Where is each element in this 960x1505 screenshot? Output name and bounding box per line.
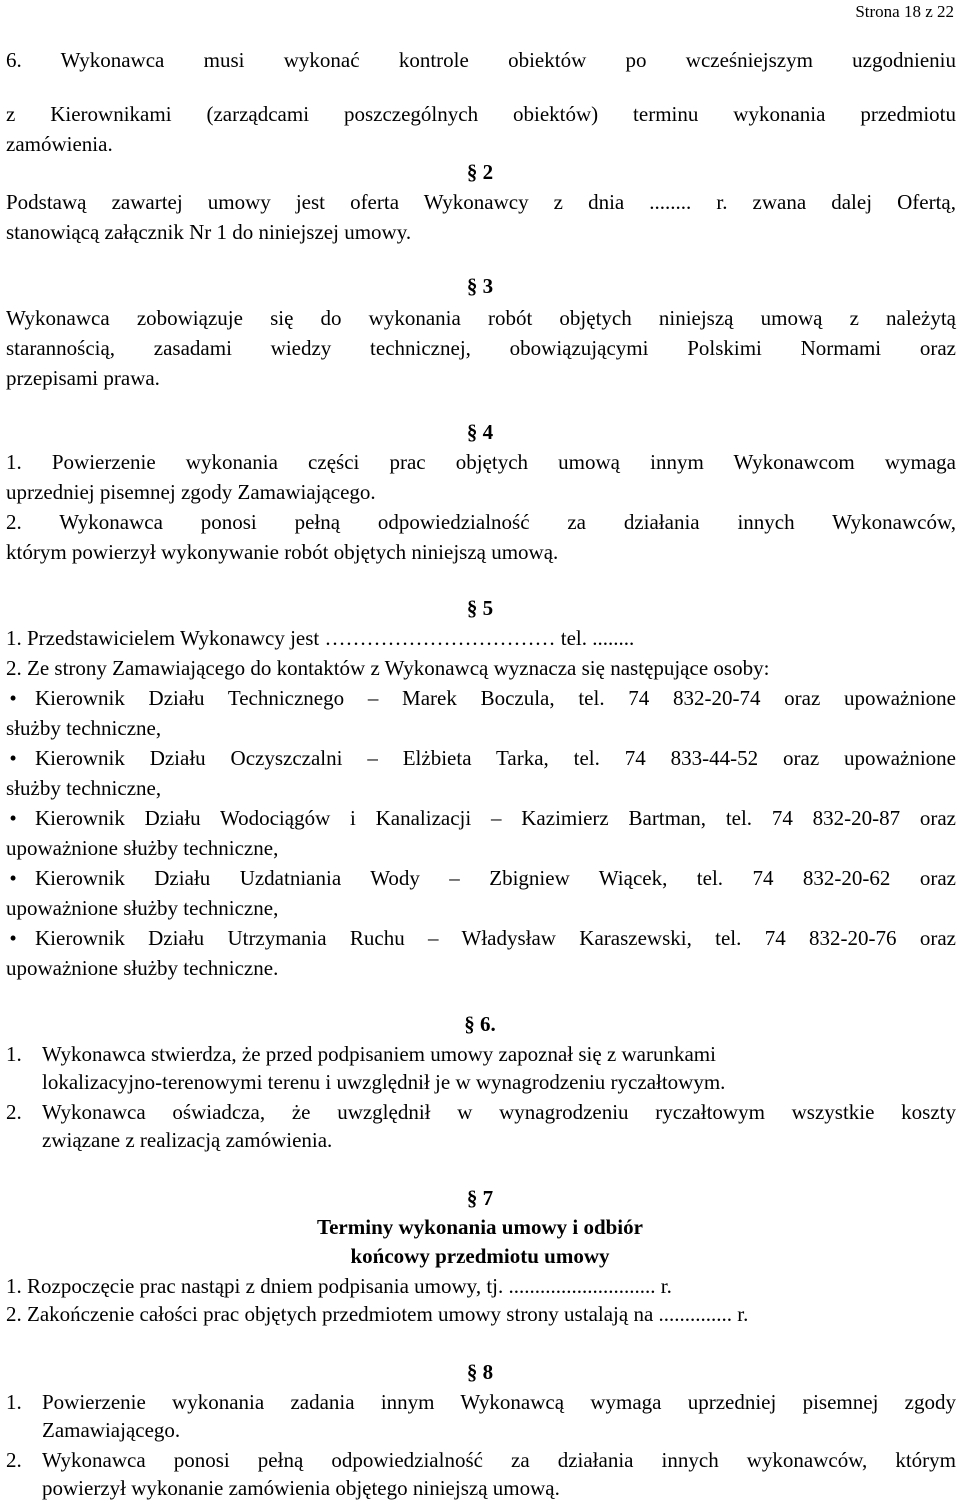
list-item-text: powierzył wykonanie zamówienia objętego niniejszą umową. [42, 1476, 560, 1500]
list-item-text: Wykonawca ponosi pełną odpowiedzialność za działania innych wykonawców, którym [42, 1448, 956, 1472]
paragraph-line: którym powierzył wykonywanie robót objętych niniejszą umową. [6, 540, 559, 564]
paragraph-line: 1. Rozpoczęcie prac nastąpi z dniem podpisania umowy, tj. ............................ r. [6, 1274, 672, 1298]
bullet-icon: • [9, 926, 17, 950]
list-item-text: Zamawiającego. [42, 1418, 181, 1442]
paragraph-line: zamówienia. [6, 132, 113, 156]
paragraph-line: 2. Wykonawca ponosi pełną odpowiedzialność za działania innych Wykonawców, [6, 510, 956, 534]
list-item-text: służby techniczne, [6, 776, 162, 800]
list-item-text: lokalizacyjno-terenowymi terenu i uwzględnił je w wynagrodzeniu ryczałtowym. [42, 1070, 726, 1094]
paragraph-line: 1. Powierzenie wykonania części prac objętych umową innym Wykonawcom wymaga [6, 450, 956, 474]
bullet-icon: • [9, 866, 17, 890]
section-title: Terminy wykonania umowy i odbiór [317, 1215, 643, 1239]
paragraph-line: Podstawą zawartej umowy jest oferta Wykonawcy z dnia ........ r. zwana dalej Ofertą, [6, 190, 956, 214]
paragraph-line: starannością, zasadami wiedzy technicznej, obowiązującymi Polskimi Normami oraz [6, 336, 956, 360]
list-item-text: Kierownik Działu Wodociągów i Kanalizacji – Kazimierz Bartman, tel. 74 832-20-87 oraz [35, 806, 956, 830]
section-title: końcowy przedmiotu umowy [350, 1244, 610, 1268]
list-item-text: Powierzenie wykonania zadania innym Wykonawcą wymaga uprzedniej pisemnej zgody [42, 1390, 956, 1414]
paragraph-line: stanowiącą załącznik Nr 1 do niniejszej umowy. [6, 220, 412, 244]
section-heading-5: § 5 [466, 596, 494, 620]
bullet-icon: • [9, 686, 17, 710]
list-item-number: 1. [6, 1390, 22, 1414]
list-item-text: Kierownik Działu Utrzymania Ruchu – Władysław Karaszewski, tel. 74 832-20-76 oraz [35, 926, 956, 950]
bullet-icon: • [9, 806, 17, 830]
list-item-text: Kierownik Działu Technicznego – Marek Boczula, tel. 74 832-20-74 oraz upoważnione [35, 686, 956, 710]
list-item-text: upoważnione służby techniczne. [6, 956, 279, 980]
list-item-number: 2. [6, 1100, 22, 1124]
page-number: Strona 18 z 22 [855, 2, 954, 21]
paragraph-line: Wykonawca zobowiązuje się do wykonania robót objętych niniejszą umową z należytą [6, 306, 956, 330]
section-heading-3: § 3 [466, 274, 494, 298]
paragraph-line: z Kierownikami (zarządcami poszczególnych obiektów) terminu wykonania przedmiotu [6, 102, 956, 126]
bullet-icon: • [9, 746, 17, 770]
list-item-text: Kierownik Działu Oczyszczalni – Elżbieta Tarka, tel. 74 833-44-52 oraz upoważnione [35, 746, 956, 770]
list-item-number: 1. [6, 1042, 22, 1066]
section-heading-6: § 6. [464, 1012, 496, 1036]
section-heading-7: § 7 [466, 1186, 494, 1210]
list-item-text: Wykonawca oświadcza, że uwzględnił w wynagrodzeniu ryczałtowym wszystkie koszty [42, 1100, 956, 1124]
section-heading-4: § 4 [466, 420, 494, 444]
paragraph-line: 2. Zakończenie całości prac objętych przedmiotem umowy strony ustalają na .............. r. [6, 1302, 749, 1326]
list-item-text: związane z realizacją zamówienia. [42, 1128, 333, 1152]
list-item-text: służby techniczne, [6, 716, 162, 740]
paragraph-line: 6. Wykonawca musi wykonać kontrole obiektów po wcześniejszym uzgodnieniu [6, 48, 956, 72]
paragraph-line: 2. Ze strony Zamawiającego do kontaktów z Wykonawcą wyznacza się następujące osoby: [6, 656, 770, 680]
list-item-text: upoważnione służby techniczne, [6, 836, 279, 860]
list-item-text: upoważnione służby techniczne, [6, 896, 279, 920]
list-item-number: 2. [6, 1448, 22, 1472]
list-item-text: Kierownik Działu Uzdatniania Wody – Zbigniew Wiącek, tel. 74 832-20-62 oraz [35, 866, 956, 890]
paragraph-line: 1. Przedstawicielem Wykonawcy jest …………………………… tel. ........ [6, 626, 635, 650]
section-heading-2: § 2 [466, 160, 494, 184]
list-item-text: Wykonawca stwierdza, że przed podpisaniem umowy zapoznał się z warunkami [42, 1042, 716, 1066]
section-heading-8: § 8 [466, 1360, 494, 1384]
paragraph-line: przepisami prawa. [6, 366, 160, 390]
paragraph-line: uprzedniej pisemnej zgody Zamawiającego. [6, 480, 376, 504]
